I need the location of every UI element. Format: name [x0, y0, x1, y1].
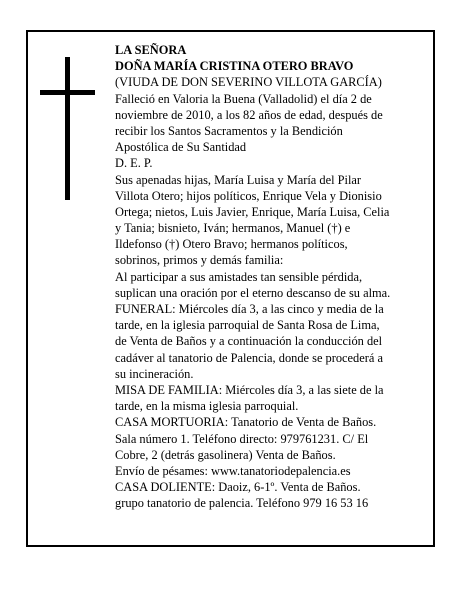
text-line: CASA MORTUORIA: Tanatorio de Venta de Baños. — [115, 415, 377, 430]
text-line: su incineración. — [115, 366, 194, 381]
text-line: D. E. P. — [115, 156, 153, 171]
text-line: Envío de pésames: www.tanatoriodepalencia.es — [115, 463, 351, 478]
text-line: MISA DE FAMILIA: Miércoles día 3, a las siete de la — [115, 382, 384, 397]
text-line: sobrinos, primos y demás familia: — [115, 253, 284, 268]
text-line: tarde, en la iglesia parroquial de Santa Rosa de Lima, — [115, 318, 380, 333]
text-line: FUNERAL: Miércoles día 3, a las cinco y media de la — [115, 302, 384, 316]
text-line: recibir los Santos Sacramentos y la Bendición — [115, 123, 343, 138]
title-line: LA SEÑORA — [115, 43, 187, 57]
text-line: de Venta de Baños y a continuación la conducción del — [115, 334, 383, 349]
text-line: Falleció en Valoria la Buena (Valladolid) el día 2 de — [115, 91, 372, 106]
text-line: grupo tanatorio de palencia. Teléfono 979 16 53 16 — [115, 496, 369, 511]
text-line: cadáver al tanatorio de Palencia, donde se procederá a — [115, 350, 383, 365]
text-line: Cobre, 2 (detrás gasolinera) Venta de Baños. — [115, 447, 336, 462]
deceased-name: DOÑA MARÍA CRISTINA OTERO BRAVO — [115, 59, 354, 74]
obituary-text — [115, 42, 420, 511]
text-line: Ildefonso (†) Otero Bravo; hermanos políticos, — [115, 237, 348, 252]
text-line: Villota Otero; hijos políticos, Enrique Vela y Dionisio — [115, 188, 382, 203]
cross-horizontal-bar — [40, 90, 95, 95]
text-line: Al participar a sus amistades tan sensible pérdida, — [115, 269, 363, 284]
text-line: suplican una oración por el eterno descanso de su alma. — [115, 285, 391, 300]
text-line: CASA DOLIENTE: Daoiz, 6-1º. Venta de Baños. — [115, 480, 361, 495]
text-line: noviembre de 2010, a los 82 años de edad, después de — [115, 107, 383, 122]
cross-vertical-bar — [65, 57, 70, 200]
text-line: Sus apenadas hijas, María Luisa y María del Pilar — [115, 172, 362, 187]
text-line: y Tania; bisnieto, Iván; hermanos, Manuel (†) e — [115, 221, 351, 236]
text-line: tarde, en la misma iglesia parroquial. — [115, 399, 299, 414]
obituary-notice — [26, 30, 435, 547]
text-line: Ortega; nietos, Luis Javier, Enrique, María Luisa, Celia — [115, 204, 390, 219]
text-line: (VIUDA DE DON SEVERINO VILLOTA GARCÍA) — [115, 75, 382, 90]
text-line: Sala número 1. Teléfono directo: 979761231. C/ El — [115, 431, 369, 446]
text-line: Apostólica de Su Santidad — [115, 140, 247, 155]
